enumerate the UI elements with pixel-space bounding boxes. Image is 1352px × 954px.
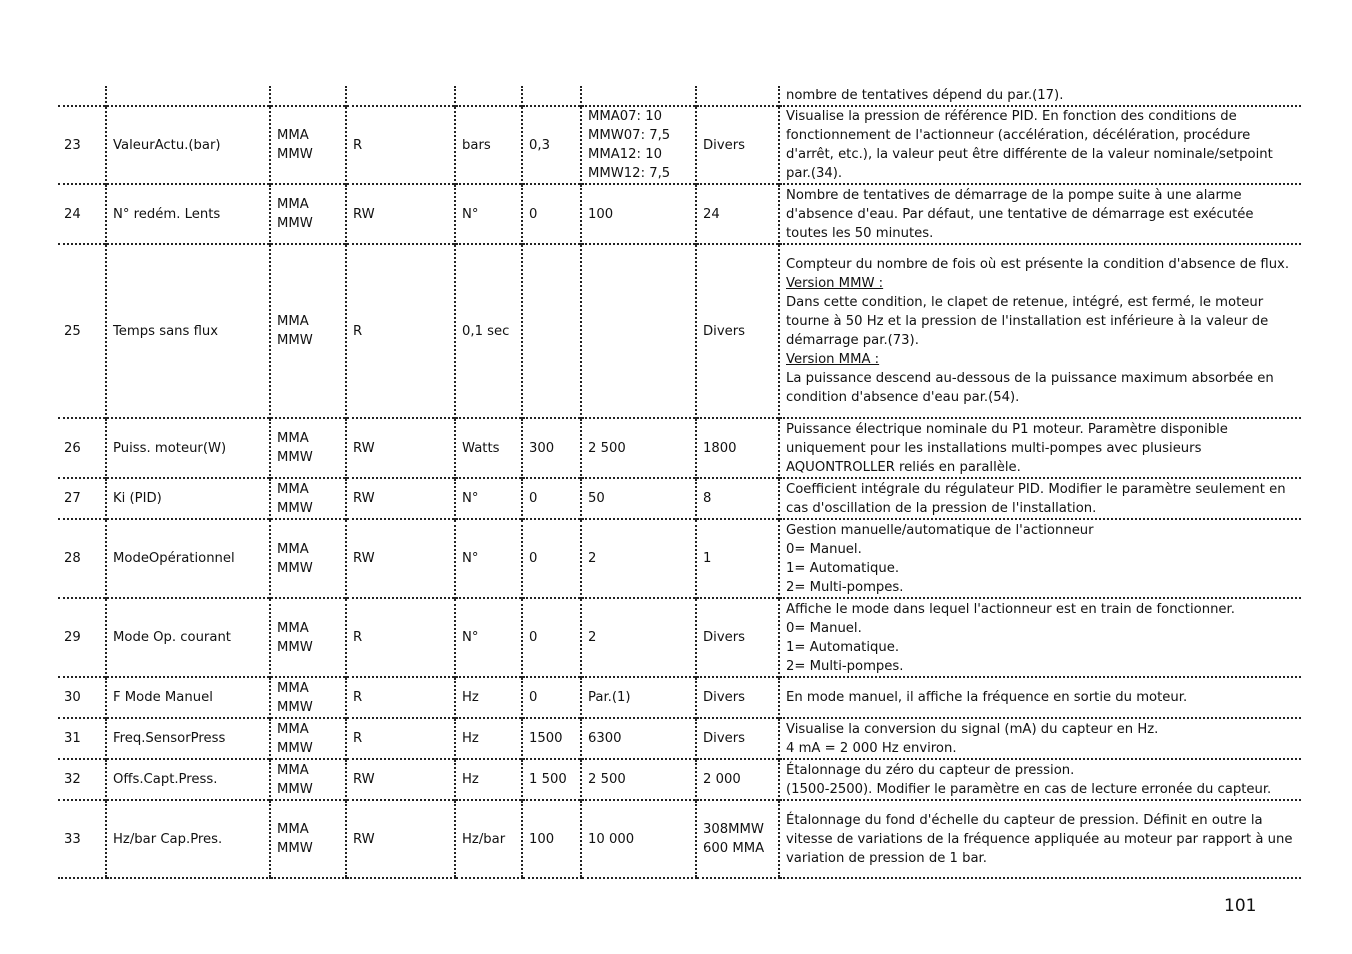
param-max: [581, 598, 696, 677]
param-number-text: 25: [64, 323, 81, 339]
param-access: [346, 478, 455, 519]
param-default-text: 1800: [703, 440, 737, 456]
param-unit-text: N°: [462, 491, 479, 506]
param-access: [346, 598, 455, 677]
model-tag: MMW: [277, 500, 313, 516]
parameter-table: [58, 86, 1301, 879]
param-unit: [455, 519, 522, 598]
param-name: [106, 759, 270, 800]
param-access-text: R: [353, 323, 363, 339]
model-tag: MMA: [277, 620, 309, 636]
param-min-text: 0: [529, 491, 538, 506]
parameter-row: [58, 677, 1301, 718]
param-number: [58, 106, 106, 184]
param-default: [696, 478, 779, 519]
model-tag: MMA: [277, 128, 309, 143]
param-models: [270, 800, 346, 878]
model-tag: MMA: [277, 481, 309, 497]
parameter-row: [58, 800, 1301, 878]
param-access: [346, 519, 455, 598]
param-min: [522, 718, 581, 759]
param-default-text: Divers: [703, 137, 746, 153]
param-number-text: 26: [64, 440, 81, 456]
param-max-line: Par.(1): [588, 690, 631, 705]
param-number: [58, 418, 106, 478]
param-min-text: 0: [529, 690, 538, 705]
param-max: [581, 106, 696, 184]
param-max: [581, 718, 696, 759]
param-default-text: 308MMW 600 MMA: [703, 822, 765, 856]
param-unit-text: Watts: [462, 440, 500, 456]
model-tag: MMW: [277, 560, 313, 576]
param-max: [581, 244, 696, 418]
description-line: nombre de tentatives dépend du par.(17).: [786, 88, 1064, 103]
param-name-text: F Mode Manuel: [113, 690, 213, 705]
param-access: [346, 800, 455, 878]
param-name-text: Freq.SensorPress: [113, 731, 226, 746]
page-number: 101: [1224, 896, 1257, 916]
param-number: [58, 184, 106, 244]
param-name: [106, 418, 270, 478]
param-max-line: 6300: [588, 731, 622, 746]
param-name-text: Temps sans flux: [113, 323, 219, 339]
param-max-line: MMW12: 7,5: [588, 166, 671, 181]
param-models: [270, 478, 346, 519]
param-description: [779, 184, 1301, 244]
param-max-line: 100: [588, 206, 614, 222]
param-default: [696, 800, 779, 878]
param-min-text: 100: [529, 831, 555, 847]
parameter-row: [58, 718, 1301, 759]
description-line: Dans cette condition, le clapet de retenue, intégré, est fermé, le moteur tourne à 50 Hz et la pression de l'installation est inférieure à la valeur de démarrage par.(73).: [786, 295, 1269, 348]
model-tag: MMA: [277, 197, 309, 212]
param-default: [696, 184, 779, 244]
param-min: [522, 244, 581, 418]
parameter-row: [58, 478, 1301, 519]
param-access-text: RW: [353, 491, 375, 506]
param-max: [581, 800, 696, 878]
param-unit: [455, 718, 522, 759]
model-tag: MMA: [277, 314, 309, 329]
param-models: [270, 759, 346, 800]
param-number: [58, 519, 106, 598]
param-unit: [455, 800, 522, 878]
param-max-line: 2: [588, 630, 597, 645]
param-number: [58, 478, 106, 519]
description-line: En mode manuel, il affiche la fréquence en sortie du moteur.: [786, 690, 1188, 705]
description-line: 2= Multi-pompes.: [786, 658, 904, 674]
description-line: Visualise la conversion du signal (mA) du capteur en Hz.: [786, 721, 1159, 737]
param-access: [346, 718, 455, 759]
param-description: [779, 677, 1301, 718]
param-max-line: MMA12: 10: [588, 147, 662, 162]
param-number: [58, 244, 106, 418]
param-number-text: 28: [64, 551, 81, 566]
param-min: [522, 478, 581, 519]
param-unit-text: Hz: [462, 772, 479, 787]
model-tag: MMW: [277, 699, 313, 715]
param-min: [522, 677, 581, 718]
description-line: Gestion manuelle/automatique de l'actionneur: [786, 522, 1094, 538]
param-number: [58, 800, 106, 878]
description-line: 1= Automatique.: [786, 639, 900, 655]
model-tag: MMA: [277, 431, 309, 446]
description-line: 0= Manuel.: [786, 541, 862, 557]
param-number-text: 30: [64, 690, 81, 705]
parameter-row: [58, 184, 1301, 244]
param-unit-text: N°: [462, 206, 479, 222]
description-line: Affiche le mode dans lequel l'actionneur est en train de fonctionner.: [786, 601, 1235, 617]
model-tag: MMA: [277, 680, 309, 696]
param-max-line: MMA07: 10: [588, 109, 662, 124]
description-line: 4 mA = 2 000 Hz environ.: [786, 740, 957, 756]
param-default: [696, 418, 779, 478]
param-default: [696, 718, 779, 759]
param-name: [106, 677, 270, 718]
parameter-row: [58, 244, 1301, 418]
param-max: [581, 759, 696, 800]
param-models: [270, 718, 346, 759]
param-default-text: 1: [703, 551, 712, 566]
param-unit: [455, 478, 522, 519]
param-access-text: RW: [353, 551, 375, 566]
param-default-text: 2 000: [703, 772, 741, 787]
param-access: [346, 106, 455, 184]
param-min-text: 1 500: [529, 772, 567, 787]
param-models: [270, 106, 346, 184]
param-access-text: R: [353, 137, 363, 153]
model-tag: MMW: [277, 450, 313, 465]
param-default: [696, 677, 779, 718]
parameter-row: [58, 759, 1301, 800]
param-number: [58, 718, 106, 759]
param-number-text: 31: [64, 731, 81, 746]
param-access: [346, 677, 455, 718]
param-min-text: 0: [529, 206, 538, 222]
param-name: [106, 478, 270, 519]
param-min: [522, 106, 581, 184]
param-name-text: ModeOpérationnel: [113, 551, 235, 566]
param-min-text: 0,3: [529, 137, 550, 153]
param-default-text: Divers: [703, 323, 746, 339]
param-max-line: 2 500: [588, 772, 626, 787]
param-access-text: R: [353, 731, 363, 746]
param-max: [581, 478, 696, 519]
param-models: [270, 184, 346, 244]
param-max-line: MMW07: 7,5: [588, 128, 671, 143]
param-unit: [455, 184, 522, 244]
model-tag: MMA: [277, 762, 309, 778]
param-unit-text: Hz: [462, 690, 479, 705]
param-access-text: R: [353, 690, 363, 705]
param-unit-text: Hz/bar: [462, 831, 506, 847]
param-name: [106, 800, 270, 878]
description-line: 0= Manuel.: [786, 620, 862, 636]
param-max-line: 2: [588, 551, 597, 566]
param-description: [779, 598, 1301, 677]
param-name-text: Mode Op. courant: [113, 630, 231, 645]
param-description: [779, 478, 1301, 519]
param-unit-text: bars: [462, 137, 491, 153]
param-unit: [455, 759, 522, 800]
param-min: [522, 184, 581, 244]
param-description: [779, 418, 1301, 478]
description-line: Étalonnage du fond d'échelle du capteur de pression. Définit en outre la vitesse de variations de la fréquence appliquée au moteur par rapport à une variation de pression de 1 bar.: [786, 812, 1293, 866]
param-min: [522, 800, 581, 878]
param-name: [106, 106, 270, 184]
param-name: [106, 184, 270, 244]
param-description: [779, 519, 1301, 598]
param-access-text: RW: [353, 772, 375, 787]
param-unit: [455, 244, 522, 418]
param-description: [779, 718, 1301, 759]
param-max-line: 10 000: [588, 831, 635, 847]
model-tag: MMA: [277, 541, 309, 557]
param-name-text: Ki (PID): [113, 491, 162, 506]
param-default: [696, 106, 779, 184]
description-line: Visualise la pression de référence PID. En fonction des conditions de fonctionnement de l'actionneur (accélération, décélération, procédure d'arrêt, etc.), la valeur peut être différente de la valeur nominale/setpoint par.(34).: [786, 109, 1273, 181]
model-tag: MMW: [277, 639, 313, 655]
description-line: 2= Multi-pompes.: [786, 579, 904, 595]
param-max-line: 50: [588, 491, 605, 506]
param-default: [696, 244, 779, 418]
parameter-row: [58, 519, 1301, 598]
description-line: Étalonnage du zéro du capteur de pression.: [786, 762, 1075, 778]
param-name-text: N° redém. Lents: [113, 206, 221, 222]
param-access-text: RW: [353, 831, 375, 847]
param-unit-text: Hz: [462, 731, 479, 746]
param-description: [779, 244, 1301, 418]
param-min: [522, 759, 581, 800]
param-number-text: 33: [64, 831, 81, 847]
param-name: [106, 598, 270, 677]
param-number-text: 29: [64, 630, 81, 645]
param-models: [270, 244, 346, 418]
param-min-text: 300: [529, 440, 555, 456]
param-number: [58, 759, 106, 800]
model-tag: MMW: [277, 740, 313, 756]
param-unit: [455, 106, 522, 184]
param-unit: [455, 418, 522, 478]
param-max: [581, 677, 696, 718]
parameter-row: [58, 418, 1301, 478]
description-line: Puissance électrique nominale du P1 moteur. Paramètre disponible uniquement pour les installations multi-pompes avec plusieurs AQUONTROLLER reliés en parallèle.: [786, 421, 1228, 475]
param-description: [779, 759, 1301, 800]
param-default-text: Divers: [703, 731, 746, 746]
param-description: [779, 800, 1301, 878]
param-access: [346, 244, 455, 418]
param-min-text: 0: [529, 630, 538, 645]
param-default-text: 24: [703, 206, 720, 222]
param-max: [581, 184, 696, 244]
param-models: [270, 418, 346, 478]
param-default: [696, 759, 779, 800]
description-line: Coefficient intégrale du régulateur PID. Modifier le paramètre seulement en cas d'oscillation de la pression de l'installation.: [786, 481, 1286, 516]
description-line: La puissance descend au-dessous de la puissance maximum absorbée en condition d'absence d'eau par.(54).: [786, 371, 1274, 405]
continuation-row: [58, 86, 1301, 106]
param-number-text: 23: [64, 137, 81, 153]
description-line: 1= Automatique.: [786, 560, 900, 576]
param-unit-text: N°: [462, 630, 479, 645]
model-tag: MMA: [277, 721, 309, 737]
version-heading: Version MMW :: [786, 276, 884, 291]
param-default-text: Divers: [703, 690, 746, 705]
param-number: [58, 677, 106, 718]
param-min: [522, 418, 581, 478]
param-name-text: Hz/bar Cap.Pres.: [113, 831, 223, 847]
param-min: [522, 598, 581, 677]
parameter-table-body: [58, 86, 1301, 878]
param-unit: [455, 677, 522, 718]
param-unit: [455, 598, 522, 677]
param-access: [346, 184, 455, 244]
model-tag: MMW: [277, 781, 313, 797]
param-access: [346, 759, 455, 800]
param-unit-text: N°: [462, 551, 479, 566]
param-min-text: 0: [529, 551, 538, 566]
parameter-row: [58, 106, 1301, 184]
description-line: Nombre de tentatives de démarrage de la pompe suite à une alarme d'absence d'eau. Par défaut, une tentative de démarrage est exécutée toutes les 50 minutes.: [786, 187, 1254, 241]
param-access-text: R: [353, 630, 363, 645]
param-max-line: 2 500: [588, 440, 626, 456]
param-description: [779, 106, 1301, 184]
param-default: [696, 519, 779, 598]
param-name-text: ValeurActu.(bar): [113, 137, 221, 153]
parameter-row: [58, 598, 1301, 677]
param-access-text: RW: [353, 440, 375, 456]
model-tag: MMW: [277, 147, 313, 162]
continuation-description: [779, 86, 1301, 106]
model-tag: MMW: [277, 333, 313, 348]
param-number: [58, 598, 106, 677]
param-name-text: Puiss. moteur(W): [113, 440, 227, 456]
param-default-text: 8: [703, 491, 712, 506]
param-max: [581, 519, 696, 598]
param-unit-text: 0,1 sec: [462, 323, 510, 339]
param-min-text: 1500: [529, 731, 563, 746]
description-line: Compteur du nombre de fois où est présente la condition d'absence de flux.: [786, 257, 1290, 272]
param-default-text: Divers: [703, 630, 746, 645]
param-access: [346, 418, 455, 478]
param-name-text: Offs.Capt.Press.: [113, 772, 218, 787]
param-number-text: 24: [64, 206, 81, 222]
model-tag: MMW: [277, 216, 313, 231]
param-number-text: 32: [64, 772, 81, 787]
param-name: [106, 519, 270, 598]
param-models: [270, 677, 346, 718]
param-name: [106, 244, 270, 418]
param-min: [522, 519, 581, 598]
model-tag: MMA: [277, 822, 309, 837]
description-line: (1500-2500). Modifier le paramètre en cas de lecture erronée du capteur.: [786, 781, 1272, 797]
param-access-text: RW: [353, 206, 375, 222]
param-number-text: 27: [64, 491, 81, 506]
param-name: [106, 718, 270, 759]
param-models: [270, 519, 346, 598]
param-max: [581, 418, 696, 478]
param-default: [696, 598, 779, 677]
model-tag: MMW: [277, 841, 313, 856]
version-heading: Version MMA :: [786, 352, 880, 367]
param-models: [270, 598, 346, 677]
